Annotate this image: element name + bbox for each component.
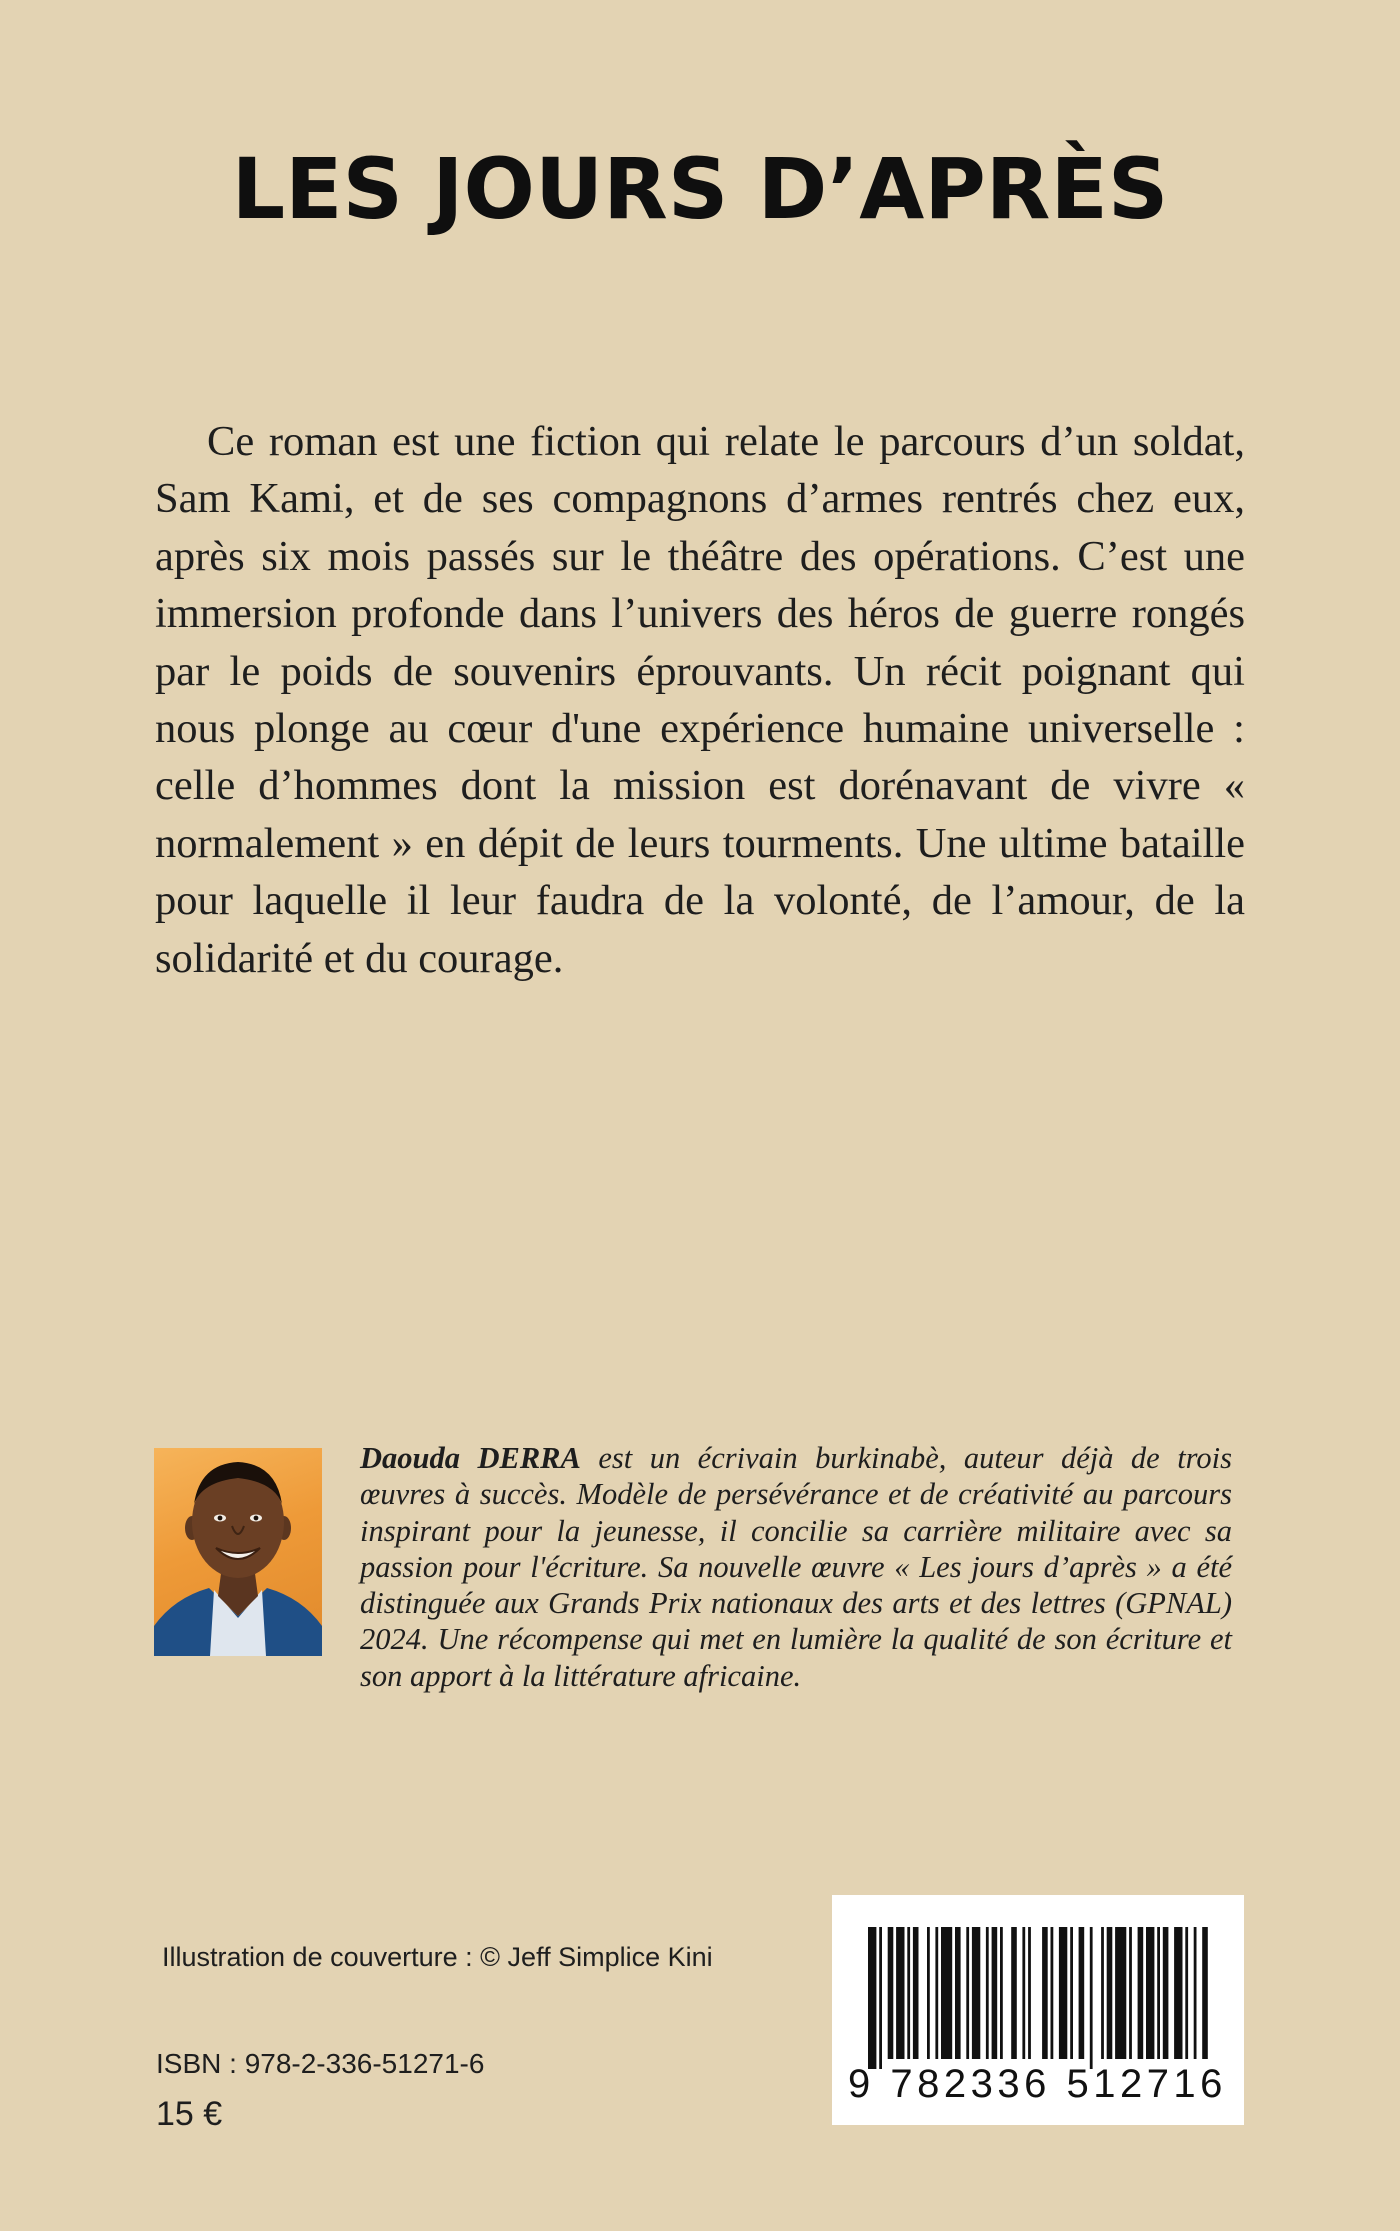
isbn: ISBN : 978-2-336-51271-6 [156, 2048, 485, 2079]
book-synopsis: Ce roman est une fiction qui relate le parcours d’un soldat, Sam Kami, et de ses compagnons d’armes rentrés chez eux, après six mois passés sur le théâtre des opérations. C’est une immersion profonde dans l’univers des héros de guerre rongés par le poids de souvenirs éprouvants. Un récit poignant qui nous plonge au cœur d'une expérience humaine universelle : celle d’hommes dont la mission est dorénavant de vivre « normalement » en dépit de leurs tourments. Une ultime bataille pour laquelle il leur faudra de la volonté, de l’amour, de la solidarité et du courage. [155, 418, 1245, 982]
author-bio-text: est un écrivain burkinabè, auteur déjà de trois œuvres à succès. Modèle de persévérance et de créativité au parcours inspirant pour la jeunesse, il concilie sa carrière militaire avec sa passion pour l'écriture. Sa nouvelle œuvre « Les jours d’après » a été distinguée aux Grands Prix nationaux des arts et des lettres (GPNAL) 2024. Une récompense qui met en lumière la qualité de son écriture et son apport à la littérature africaine. [360, 1441, 1233, 1693]
barcode-digits: 9 782336 512716 [848, 2062, 1227, 2106]
book-title: LES JOURS D’APRÈS [231, 140, 1169, 238]
author-photo [154, 1448, 322, 1656]
illustration-credit: Illustration de couverture : © Jeff Simplice Kini [162, 1942, 713, 1972]
author-portrait-illustration [154, 1448, 322, 1656]
author-name: Daouda DERRA [360, 1441, 581, 1475]
price: 15 € [156, 2095, 223, 2133]
barcode [832, 1895, 1244, 2125]
author-biography [360, 1440, 1232, 1694]
